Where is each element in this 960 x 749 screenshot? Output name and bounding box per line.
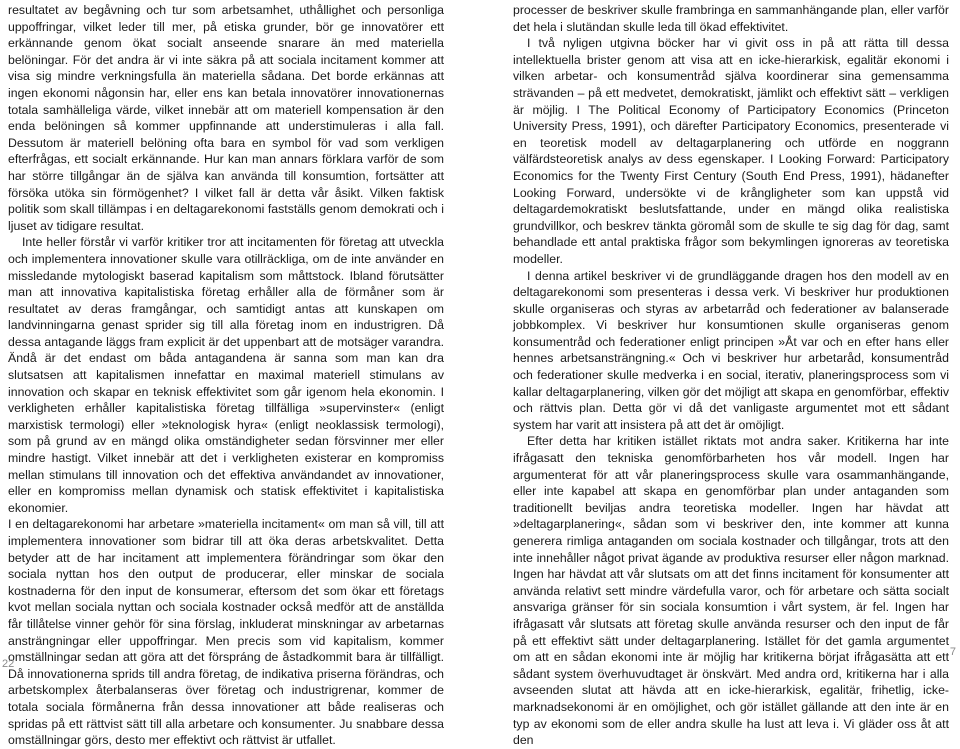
left-page-column	[8, 2, 444, 749]
right-page-column	[513, 2, 949, 749]
paragraph: I en deltagarekonomi har arbetare »materiella incitament« om man så vill, till att implementera innovationer som bidrar till att öka deras arbetskvalitet. Detta betyder att de har incitament att implementera förändringar som ökar den sociala nyttan hos den output de producerar, eller minskar de sociala kostnaderna för den input de konsumerar, eftersom det som ökar ett företags kvot mellan sociala nyttan och sociala kostnader också medför att de anställda får tillåtelse vinner gehör för sina förslag, inkluderat minskningar av arbetarnas ansträngningar eller uppoffringar. Men precis som vid kapitalism, kommer omställningar sedan att göra att det förspráng de åstadkommit bara är tillfälligt. Då innovationerna sprids till andra företag, de indikativa priserna förändras, och arbetskomplex återbalanseras över företag och industrigrenar, kommer de totala sociala förmånerna från dessa innovationer att både realiseras och spridas på ett rättvist sätt till alla arbetare och konsumenter. Ju snabbare dessa omställningar görs, desto mer effektivt och rättvist är utfallet.	[8, 517, 444, 748]
paragraph: resultatet av begåvning och tur som arbetsamhet, uthållighet och personliga uppoffringar, vilket leder till mer, på etiska grunder, bör ge innovatörer ett erkännande genom ökat socialt anseende snarare än med materiella belöningar. För det andra är vi inte säkra på att sociala incitament kommer att visa sig mindre verkningsfulla än materiella sådana. Det borde erkännas att ingen ekonomi någonsin har, eller ens kan betala innovatörer innovationernas totala samhälleliga värde, vilket innebär att om materiell kompensation är den enda belöningen så kommer uppfinnande att understimuleras i alla fall. Dessutom är materiell belöning ofta bara en symbol för vad som verkligen efterfrågas, ett socialt erkännande. Hur kan man annars förklara varför de som har större tillgångar än de själva kan använda till konsumtion, fortsätter att försöka utöka sin förmögenhet? I vilket fall är detta vår åsikt. Vilken faktisk politik som skall tillämpas i en deltagarekonomi fastställs genom demokrati och i ljuset av tidigare resultat.	[8, 3, 444, 233]
paragraph: I denna artikel beskriver vi de grundläggande dragen hos den modell av en deltagarekonomi som presenteras i dessa verk. Vi beskriver hur produktionen skulle organiseras och styras av arbetarråd och federationer av balanserade jobbkomplex. Vi beskriver hur konsumtionen skulle organiseras genom konsumentråd och federationer enligt principen »Åt var och en efter hans eller hennes arbetsansträngning.« Och vi beskriver hur arbetaråd, konsumentråd och federationer skulle medverka i en social, iterativ, planeringsprocess som vi kallar deltagarplanering, vilken gör det möjligt att skapa en genomförbar, effektiv och rättvis plan. Detta gör vi då det vanligaste argumentet mot ett sådant system har varit att insistera på att det är omöjligt.	[513, 268, 949, 432]
paragraph: Efter detta har kritiken istället riktats mot andra saker. Kritikerna har inte ifrågasatt den tekniska genomförbarheten hos vår modell. Ingen har argumenterat för att vår planeringsprocess skulle vara osammanhängande, eller inte kapabel att skapa en genomförbar plan under antaganden som traditionellt beviljas andra teoretiska modeller. Ingen har hävdat att »deltagarplanering«, sådan som vi beskriver den, inte kommer att kunna generera rimliga antaganden om sociala kostnader och tillgångar, trots att den inte innehåller något privat ägande av produktiva resurser eller någon marknad. Ingen har hävdat att vår slutsats om att det finns incitament för konsumenter att använda relativt sett mindre värdefulla varor, och för arbetare och sätta socialt ansvariga gränser för sin sociala konsumtion i vårt system, är fel. Ingen har ifrågasatt vår slutsats att företag skulle använda resurser och den input de får på ett effektivt sätt under deltagarplanering. Istället för det gamla argumentet om att en sådan ekonomi inte är möjlig har kritikerna börjat ifrågasätta att ett sådant system överhuvudtaget är önskvärt. Med andra ord, kritikerna har i alla avseenden slutat att hävda att en icke-hierarkisk, egalitär, frihetlig, icke-marknadsekonomi är en omöjlighet, och gör istället gällande att den inte är en typ av ekonomi som de eller andra skulle ha lust att leva i. Vi gläder oss åt att den	[513, 434, 949, 748]
paragraph: I två nyligen utgivna böcker har vi givit oss in på att rätta till dessa intellektuella brister genom att visa att en icke-hierarkisk, egalitär ekonomi i vilken arbetar- och konsumentråd själva koordinerar sina gemensamma strävanden – på ett medvetet, demokratiskt, jämlikt och effektivt sätt – verkligen är möjlig. I The Political Economy of Participatory Economics (Princeton University Press, 1991), och därefter Participatory Economics, presenterade vi en teoretisk modell av deltagarplanering och utförde en noggrann välfärdsteoretisk analys av dess egenskaper. I Looking Forward: Participatory Economics for the Twenty First Century (South End Press, 1991), hädanefter Looking Forward, undersökte vi de krångligheter som kan uppstå vid deltagardemokratiskt beslutsfattande, under en mängd olika realistiska grundvillkor, och beskrev tänkta göromål som de skulle te sig dag för dag, samt behandlade ett antal praktiska frågor som bekymlingen ignoreras av teoretiska modeller.	[513, 36, 949, 266]
paragraph: processer de beskriver skulle frambringa en sammanhängande plan, eller varför det hela i slutändan skulle leda till ökad effektivitet.	[513, 3, 949, 34]
paragraph: Inte heller förstår vi varför kritiker tror att incitamenten för företag att utveckla och implementera innovationer skulle vara otillräckliga, om de inte använder en missledande mytologiskt baserad kapitalism som måttstock. Ibland förutsätter man att innovativa kapitalistiska företag erhåller alla de förmåner som är resultatet av deras framgångar, och samtidigt antas att kunskapen om landvinningarna genast sprider sig till alla företag inom en industrigren. Då dessa antagande läggs fram explicit är det uppenbart att de motsäger varandra. Ändå är det endast om båda antagandena är sanna som man kan dra slutsatsen att kapitalismen innefattar en maximal materiell stimulans av innovation och skapar en teknisk effektivitet som går igenom hela ekonomin. I verkligheten erhåller kapitalistiska företag tillfälliga »supervinster« (enligt marxistisk termologi) eller »teknologisk hyra« (enligt neoklassisk termologi), som på grund av en mängd olika omständigheter sedan försvinner mer eller mindre hastigt. Vilket innebär att det i verkligheten existerar en kompromiss mellan stimulans till innovation och det effektiva användandet av innovationer, eller en kompromiss mellan dynamisk och statisk effektivitet i kapitalistiska ekonomier.	[8, 235, 444, 515]
page-number-right: 7	[949, 646, 956, 658]
page-number-left: 22	[2, 658, 15, 670]
